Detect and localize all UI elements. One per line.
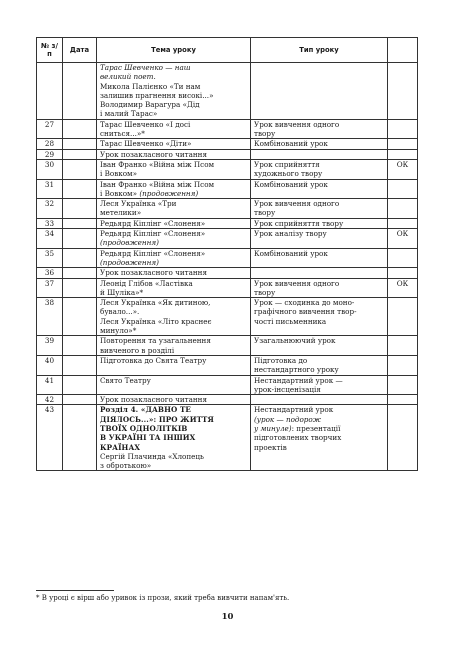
cell-line: нестандартного уроку	[254, 365, 339, 375]
topic-cell	[97, 139, 251, 149]
cell-line: Свято Театру	[100, 375, 151, 385]
type-cell	[251, 179, 388, 199]
cell-line: Іван Франко «Війна між Псом	[100, 179, 215, 189]
number-cell: 40	[37, 355, 63, 375]
cell-line: Урок позакласного читання	[100, 149, 208, 159]
date-cell	[63, 248, 97, 268]
header-type: Тип уроку	[251, 38, 388, 63]
cell-line: Редьярд Кіплінг «Слоненя»	[100, 218, 206, 228]
table-row	[37, 395, 418, 405]
number-cell: 41	[37, 375, 63, 395]
number-cell: 32	[37, 199, 63, 219]
cell-line: і Вовком»	[100, 169, 138, 179]
cell-line: Розділ 4. «ДАВНО ТЕ	[100, 405, 191, 415]
note-cell	[388, 149, 418, 159]
date-cell	[63, 298, 97, 336]
cell-line: Леся Українка «Як дитиною,	[100, 298, 211, 308]
topic-cell	[97, 199, 251, 219]
type-cell	[251, 139, 388, 149]
table-row	[37, 119, 418, 139]
number-cell: 34	[37, 229, 63, 249]
note-cell	[388, 179, 418, 199]
cell-line: Урок вивчення одного	[254, 119, 340, 129]
number-cell: 38	[37, 298, 63, 336]
topic-cell	[97, 179, 251, 199]
footnote: * В уроці є вірш або уривок із прози, який треба вивчити напам'ять.	[36, 594, 290, 602]
footnote-divider	[36, 590, 114, 591]
cell-line: метелики»	[100, 208, 142, 218]
cell-line: Комбінований урок	[254, 139, 328, 149]
topic-line: великий поет.	[100, 72, 156, 82]
lesson-plan-table	[36, 37, 418, 471]
type-cell	[251, 336, 388, 356]
number-cell: 37	[37, 278, 63, 298]
table-row	[37, 248, 418, 268]
date-cell	[63, 199, 97, 219]
cell-line: бувало...».	[100, 307, 140, 317]
type-cell	[251, 218, 388, 228]
cell-line: твору	[254, 129, 276, 139]
type-cell	[251, 395, 388, 405]
cell-line: твору	[254, 287, 276, 297]
table-row	[37, 199, 418, 219]
date-cell	[63, 278, 97, 298]
cell-line: Тарас Шевченко «І досі	[100, 119, 191, 129]
cell-line: чості письменника	[254, 316, 327, 326]
cell-line: Урок вивчення одного	[254, 278, 340, 288]
number-cell: 42	[37, 395, 63, 405]
note-cell	[388, 395, 418, 405]
header-topic: Тема уроку	[97, 38, 251, 63]
table-row	[37, 375, 418, 395]
cell-line: Урок аналізу твору	[254, 229, 327, 239]
note-cell: ОК	[388, 229, 418, 249]
continuation-row	[37, 63, 418, 120]
topic-cell	[97, 159, 251, 179]
table-row	[37, 159, 418, 179]
date-cell	[63, 336, 97, 356]
cell-line: Нестандартний урок	[254, 405, 334, 415]
cell-line: КРАЇНАХ	[100, 442, 141, 452]
cell-line: (продовження)	[100, 257, 159, 267]
cell-line: (урок — подорож	[254, 414, 321, 424]
number-cell: 27	[37, 119, 63, 139]
note-cell	[388, 63, 418, 120]
date-cell	[63, 405, 97, 471]
note-cell	[388, 355, 418, 375]
table-row	[37, 298, 418, 336]
type-cell	[251, 355, 388, 375]
cell-line: Повторення та узагальнення	[100, 336, 211, 346]
cell-line: Леонід Глібов «Ластівка	[100, 278, 193, 288]
number-cell: 43	[37, 405, 63, 471]
table-row	[37, 405, 418, 471]
topic-cell	[97, 405, 251, 471]
date-cell	[63, 355, 97, 375]
cell-line: Підготовка до Свята Театру	[100, 355, 207, 365]
cell-line: Комбінований урок	[254, 248, 328, 258]
note-cell	[388, 375, 418, 395]
table-row	[37, 149, 418, 159]
table-row	[37, 355, 418, 375]
cell-line: Урок — сходинка до моно-	[254, 298, 355, 308]
number-cell: 30	[37, 159, 63, 179]
cell-line: твору	[254, 208, 276, 218]
topic-cell	[97, 278, 251, 298]
type-cell	[251, 375, 388, 395]
type-cell	[251, 229, 388, 249]
cell-line: у минуле): презентації	[254, 423, 341, 433]
note-cell	[388, 119, 418, 139]
note-cell	[388, 248, 418, 268]
date-cell	[63, 63, 97, 120]
table-header-row	[37, 38, 418, 63]
topic-cell	[97, 268, 251, 278]
note-cell: ОК	[388, 278, 418, 298]
topic-cell	[97, 248, 251, 268]
topic-cell	[97, 63, 251, 120]
cell-line: Тарас Шевченко «Діти»	[100, 139, 192, 149]
note-cell	[388, 199, 418, 219]
table-row	[37, 336, 418, 356]
topic-cell	[97, 355, 251, 375]
date-cell	[63, 159, 97, 179]
cell-line: Урок вивчення одного	[254, 199, 340, 209]
header-number: № з/п	[37, 38, 63, 63]
topic-line: залишив прагнення високі...»	[100, 90, 214, 100]
date-cell	[63, 179, 97, 199]
date-cell	[63, 268, 97, 278]
note-cell	[388, 405, 418, 471]
table-row	[37, 218, 418, 228]
type-cell	[251, 159, 388, 179]
type-cell	[251, 298, 388, 336]
date-cell	[63, 229, 97, 249]
type-cell	[251, 63, 388, 120]
number-cell: 36	[37, 268, 63, 278]
cell-line: Нестандартний урок —	[254, 375, 343, 385]
header-date: Дата	[63, 38, 97, 63]
number-cell: 35	[37, 248, 63, 268]
header-note	[388, 38, 418, 63]
date-cell	[63, 218, 97, 228]
date-cell	[63, 139, 97, 149]
number-cell	[37, 63, 63, 120]
cell-line: Узагальнюючий урок	[254, 336, 336, 346]
table-row	[37, 229, 418, 249]
topic-line: Тарас Шевченко — наш	[100, 63, 191, 72]
topic-cell	[97, 375, 251, 395]
date-cell	[63, 149, 97, 159]
cell-line: ДІЯЛОСЬ...»: ПРО ЖИТТЯ	[100, 414, 214, 424]
type-cell	[251, 405, 388, 471]
cell-line: Редьярд Кіплінг «Слоненя»	[100, 248, 206, 258]
topic-cell	[97, 218, 251, 228]
cell-line: Сергій Плачинда «Хлопець	[100, 451, 204, 461]
type-cell	[251, 119, 388, 139]
cell-line: Леся Українка «Літо краснеє	[100, 316, 212, 326]
topic-line: Володимир Варагура «Дід	[100, 100, 200, 110]
note-cell	[388, 218, 418, 228]
topic-cell	[97, 229, 251, 249]
date-cell	[63, 395, 97, 405]
cell-line: Редьярд Кіплінг «Слоненя»	[100, 229, 206, 239]
cell-line: Урок сприйняття твору	[254, 218, 344, 228]
note-cell	[388, 298, 418, 336]
topic-cell	[97, 298, 251, 336]
number-cell: 33	[37, 218, 63, 228]
cell-line: вивченого в розділі	[100, 345, 175, 355]
topic-cell	[97, 149, 251, 159]
cell-line: художнього твору	[254, 169, 323, 179]
cell-line: Комбінований урок	[254, 179, 328, 189]
cell-line: проектів	[254, 442, 287, 452]
number-cell: 39	[37, 336, 63, 356]
cell-line: з обротькою»	[100, 461, 152, 471]
date-cell	[63, 119, 97, 139]
cell-line: Урок позакласного читання	[100, 268, 208, 278]
type-cell	[251, 199, 388, 219]
topic-line: Микола Палієнко «Ти нам	[100, 81, 201, 91]
cell-line: й Шуліка»*	[100, 287, 144, 297]
topic-cell	[97, 395, 251, 405]
cell-line: минуло»*	[100, 326, 137, 336]
number-cell: 28	[37, 139, 63, 149]
cell-line: Іван Франко «Війна між Псом	[100, 159, 215, 169]
type-cell	[251, 278, 388, 298]
cell-line: Урок сприйняття	[254, 159, 320, 169]
table-row	[37, 268, 418, 278]
date-cell	[63, 375, 97, 395]
number-cell: 29	[37, 149, 63, 159]
note-cell	[388, 336, 418, 356]
type-cell	[251, 149, 388, 159]
cell-line: В УКРАЇНІ ТА ІНШИХ	[100, 433, 196, 443]
note-cell	[388, 268, 418, 278]
cell-line: сниться...»*	[100, 129, 145, 139]
cell-line: урок-інсценізація	[254, 384, 321, 394]
cell-line: підготовлених творчих	[254, 433, 342, 443]
cell-line: графічного вивчення твор-	[254, 307, 357, 317]
cell-line: Урок позакласного читання	[100, 395, 208, 405]
table-row	[37, 139, 418, 149]
note-cell: ОК	[388, 159, 418, 179]
number-cell: 31	[37, 179, 63, 199]
page-number: 10	[221, 612, 234, 622]
type-cell	[251, 248, 388, 268]
table-row	[37, 179, 418, 199]
type-cell	[251, 268, 388, 278]
cell-line: ТВОЇХ ОДНОЛІТКІВ	[100, 423, 188, 433]
cell-line: і Вовком» (продовження)	[100, 188, 199, 198]
cell-line: (продовження)	[100, 238, 159, 248]
table-row	[37, 278, 418, 298]
topic-line: і малий Тарас»	[100, 109, 158, 119]
note-cell	[388, 139, 418, 149]
topic-cell	[97, 336, 251, 356]
topic-cell	[97, 119, 251, 139]
cell-line: Підготовка до	[254, 355, 308, 365]
cell-line: Леся Українка «Три	[100, 199, 177, 209]
